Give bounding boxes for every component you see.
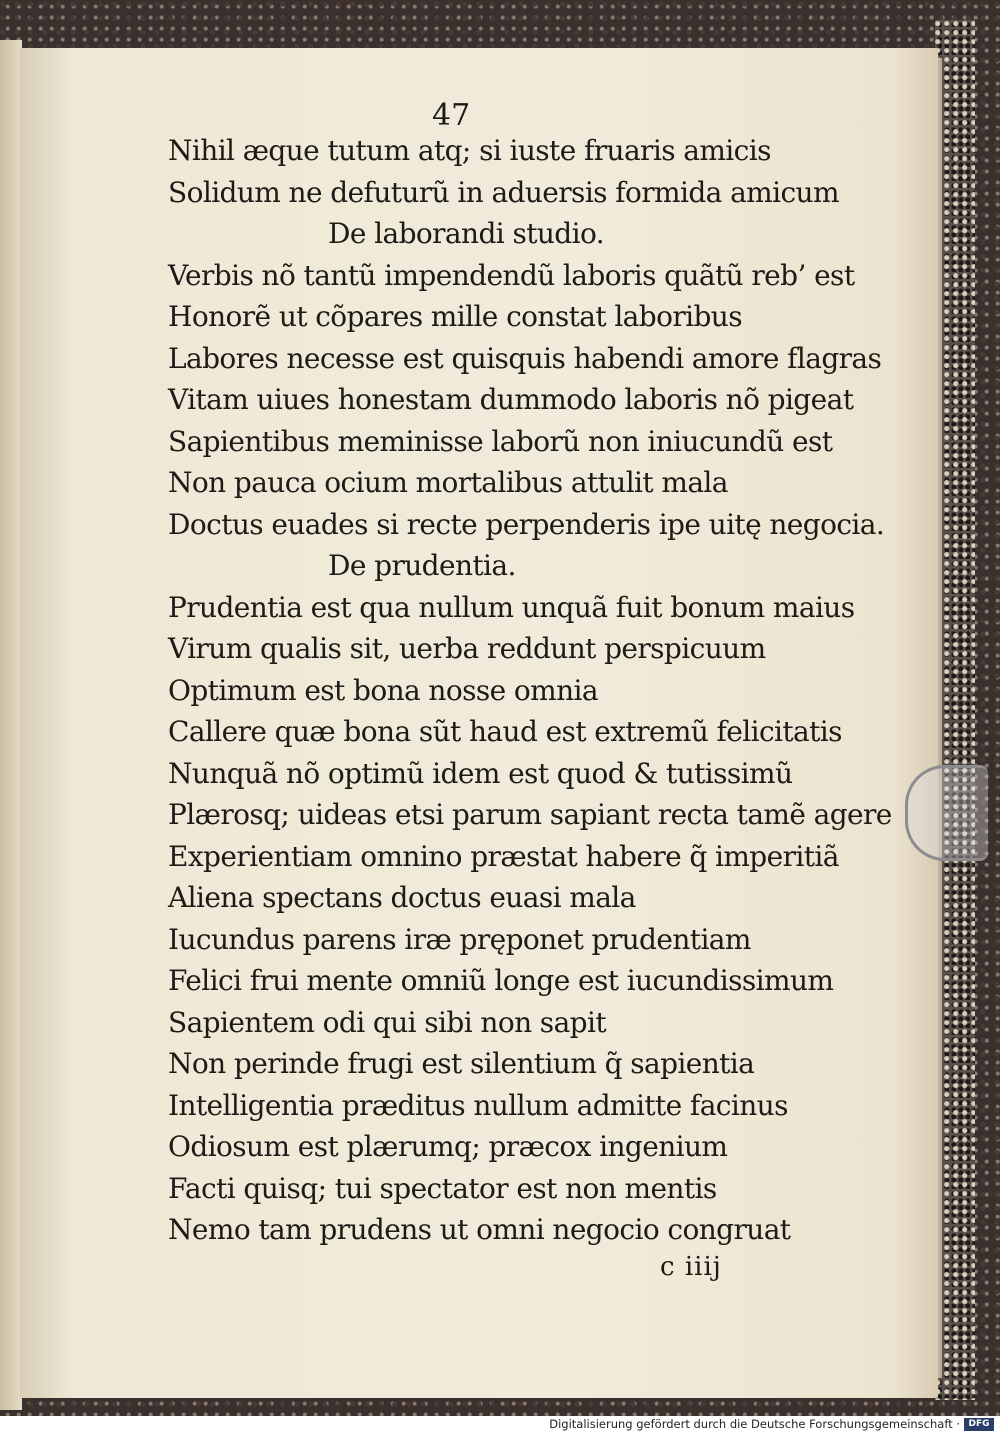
text-line: Sapientibus meminisse laborũ non iniucundũ est xyxy=(168,424,833,458)
dfg-logo: DFG xyxy=(964,1418,994,1431)
text-line: Honorẽ ut cõpares mille constat laboribus xyxy=(168,300,743,333)
footer-bar xyxy=(0,1416,1000,1434)
text-line: Labores necesse est quisquis habendi amore flagras xyxy=(168,341,882,375)
text-line: Callere quæ bona sũt haud est extremũ felicitatis xyxy=(168,715,842,748)
clip-holder xyxy=(905,765,988,861)
gutter xyxy=(0,40,22,1410)
footer-credit: Digitalisierung gefördert durch die Deutsche Forschungsgemeinschaft · xyxy=(549,1417,960,1431)
text-line: Vitam uiues honestam dummodo laboris nõ pigeat xyxy=(168,383,854,416)
text-line: Experientiam omnino præstat habere q̃ imperitiã xyxy=(168,839,839,873)
text-line: Virum qualis sit, uerba reddunt perspicuum xyxy=(168,632,766,665)
text-line: Nunquã nõ optimũ idem est quod & tutissimũ xyxy=(168,756,793,790)
text-line: Sapientem odi qui sibi non sapit xyxy=(168,1005,607,1039)
text-line: Nihil æque tutum atq; si iuste fruaris amicis xyxy=(168,134,771,167)
text-line: Nemo tam prudens ut omni negocio congruat xyxy=(168,1213,791,1246)
text-line: Prudentia est qua nullum unquã fuit bonum maius xyxy=(168,590,855,624)
text-line: Intelligentia præditus nullum admitte facinus xyxy=(168,1088,788,1122)
text-block xyxy=(168,130,892,1251)
page-number: 47 xyxy=(432,98,471,133)
signature-mark: c iiij xyxy=(660,1252,722,1282)
section-heading: De prudentia. xyxy=(328,549,516,582)
text-line: Felici frui mente omniũ longe est iucundissimum xyxy=(168,964,834,997)
text-line: Non perinde frugi est silentium q̃ sapientia xyxy=(168,1047,755,1080)
text-line: Solidum ne defuturũ in aduersis formida amicum xyxy=(168,175,839,209)
text-line: Plærosq; uideas etsi parum sapiant recta tamẽ agere xyxy=(168,798,892,831)
text-line: Optimum est bona nosse omnia xyxy=(168,673,599,707)
text-line: Aliena spectans doctus euasi mala xyxy=(168,881,636,914)
section-heading: De laborandi studio. xyxy=(328,217,605,250)
text-line: Iucundus parens iræ pręponet prudentiam xyxy=(168,922,751,956)
text-line: Odiosum est plærumq; præcox ingenium xyxy=(168,1130,728,1163)
text-line: Doctus euades si recte perpenderis ipe uitę negocia. xyxy=(168,507,885,541)
text-line: Facti quisq; tui spectator est non mentis xyxy=(168,1171,717,1205)
text-line: Non pauca ocium mortalibus attulit mala xyxy=(168,466,728,499)
text-line: Verbis nõ tantũ impendendũ laboris quãtũ reb’ est xyxy=(168,258,855,292)
